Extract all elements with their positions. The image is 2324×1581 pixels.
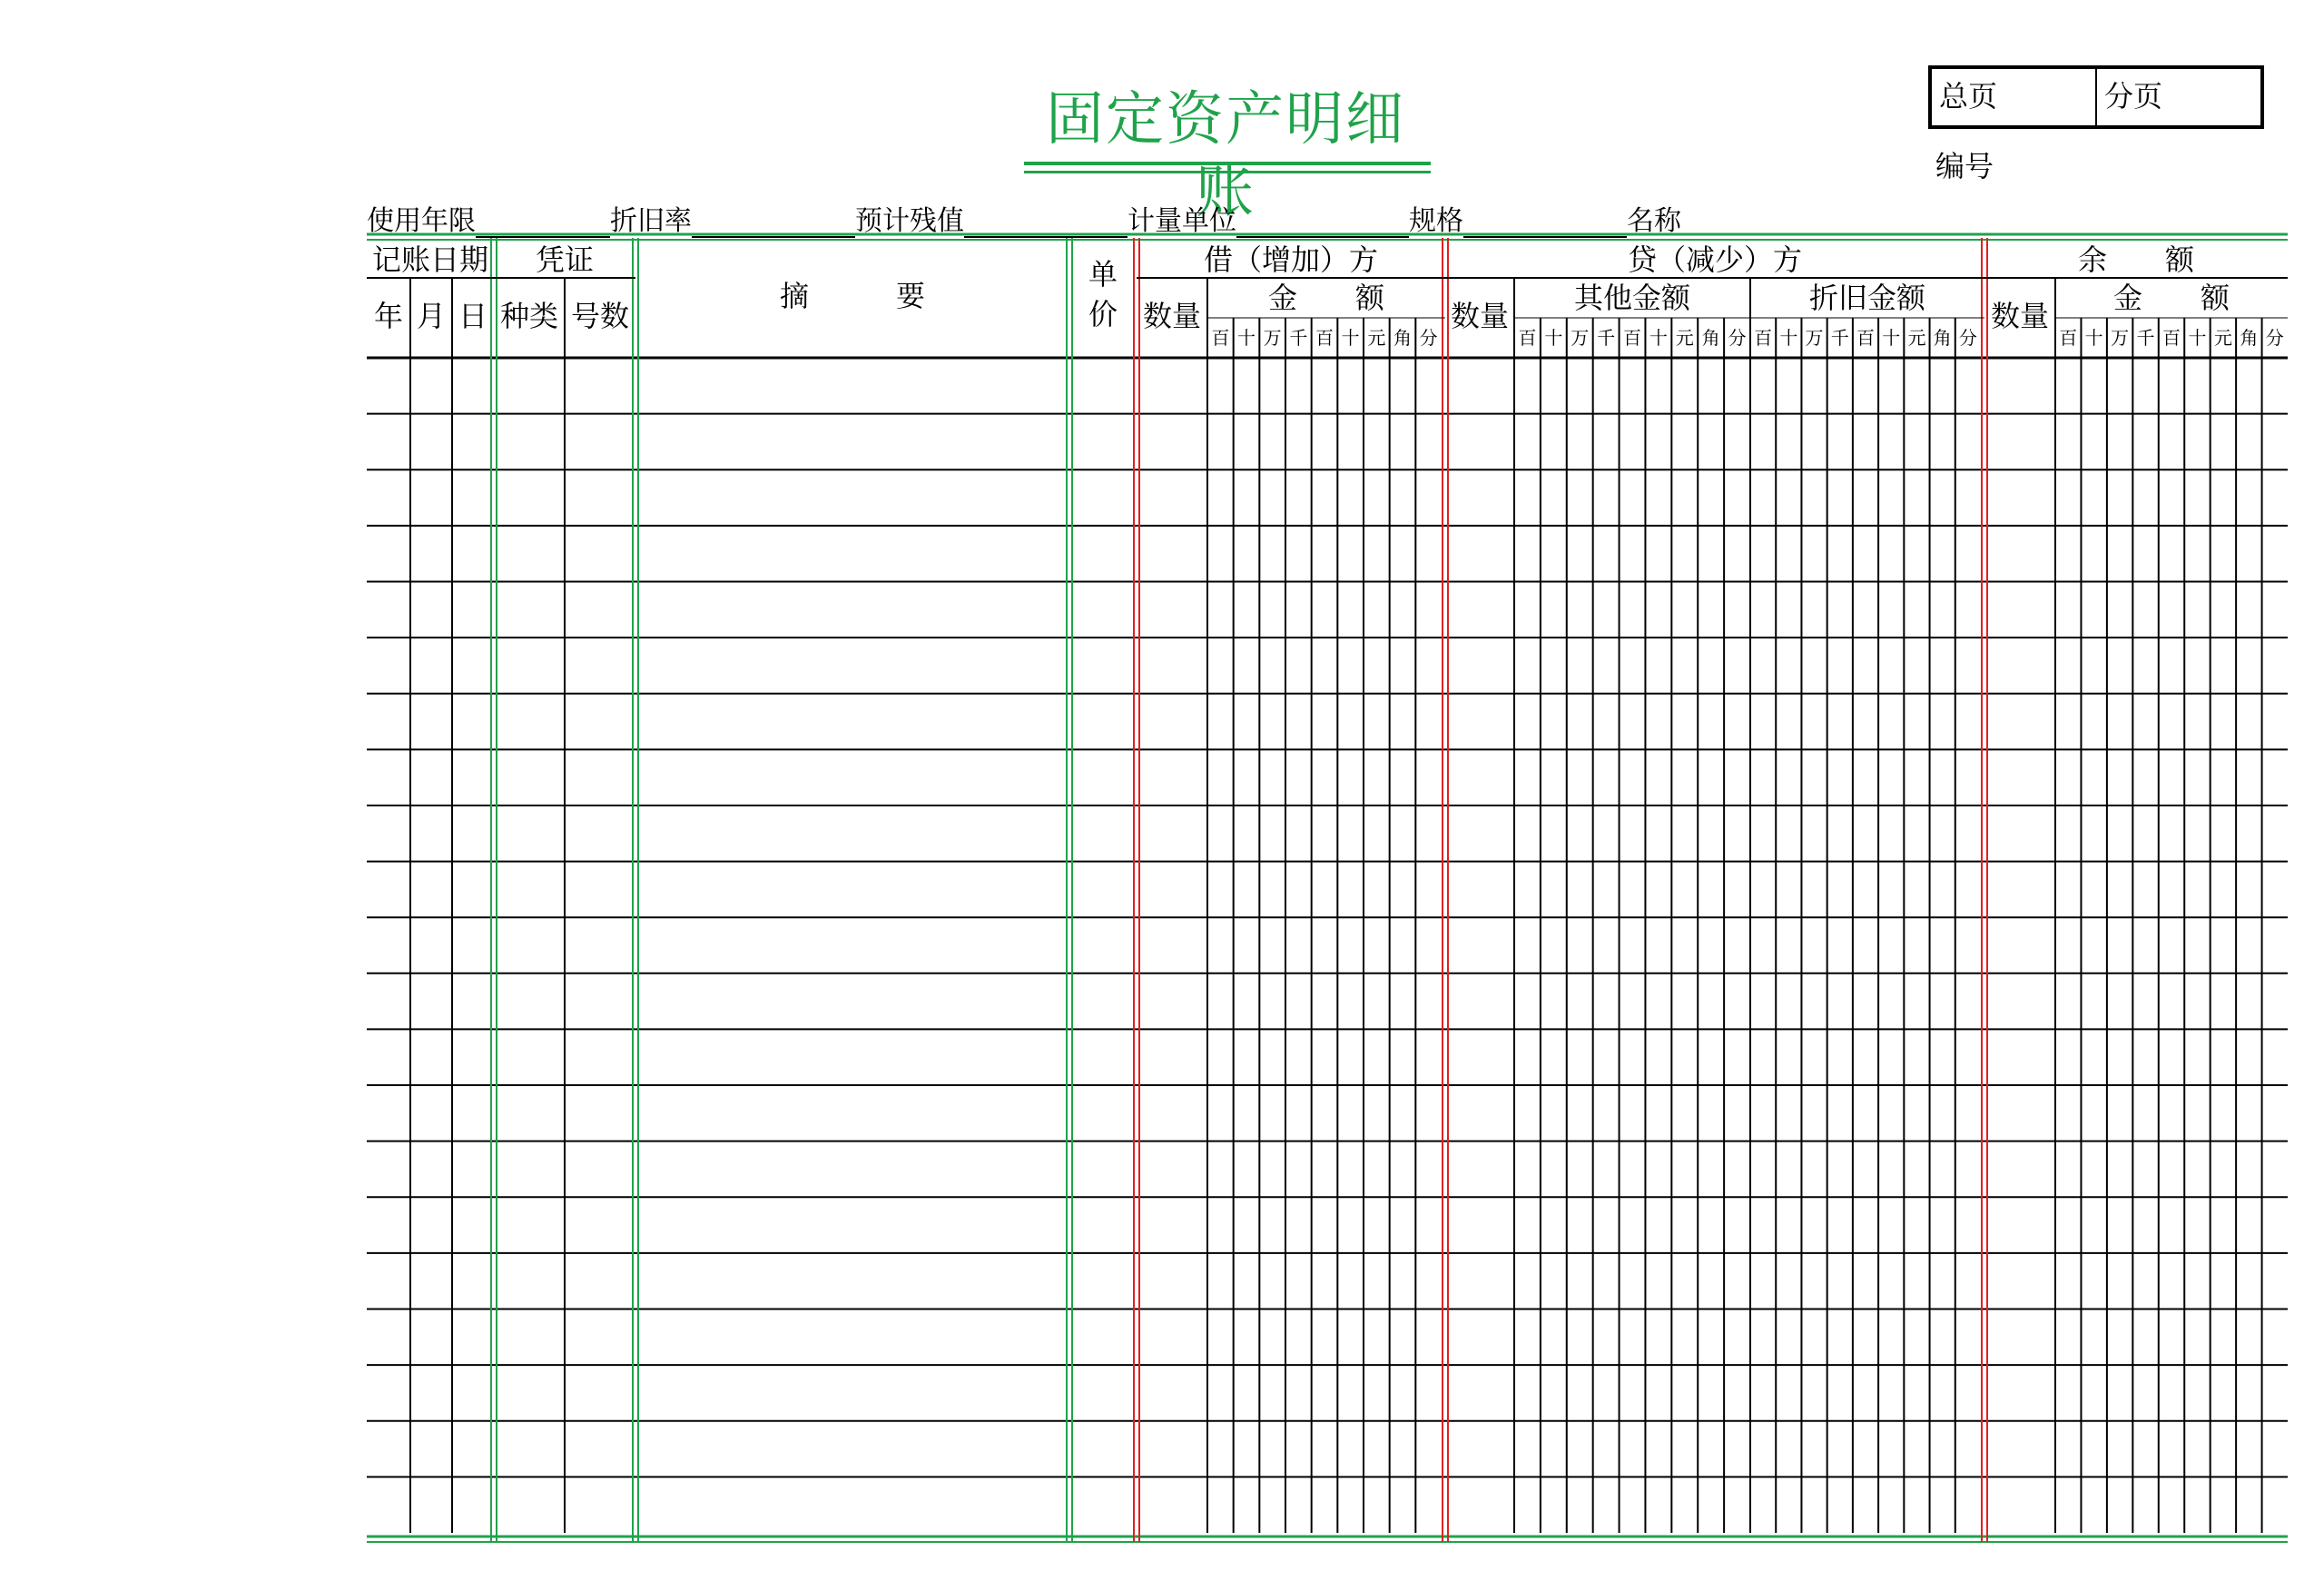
balance-header: 余 额 (2077, 242, 2194, 277)
digit-unit-label: 元 (1907, 327, 1926, 349)
digit-unit-label: 十 (1544, 327, 1563, 349)
digit-unit-label: 元 (1675, 327, 1694, 349)
balance-qty-header: 数量 (1990, 299, 2049, 333)
day-header: 日 (458, 299, 487, 333)
date-group-header: 记账日期 (371, 242, 488, 277)
number-label: 编号 (1935, 149, 1994, 183)
digit-unit-label: 千 (2136, 327, 2155, 349)
digit-unit-label: 百 (1622, 327, 1641, 349)
digit-unit-label: 十 (1341, 327, 1360, 349)
debit-header: 借（增加）方 (1203, 242, 1378, 277)
digit-unit-label: 角 (1701, 327, 1720, 349)
meta-label: 计量单位 (1128, 205, 1236, 237)
meta-label: 使用年限 (367, 205, 476, 237)
summary-header: 摘 要 (779, 279, 925, 313)
unit-price-header: 单价 (1088, 257, 1118, 331)
digit-unit-label: 分 (1419, 327, 1438, 349)
credit-qty-header: 数量 (1450, 299, 1509, 333)
meta-label: 预计残值 (855, 205, 964, 237)
debit-amount-header: 金 额 (1267, 281, 1384, 315)
meta-label: 名称 (1627, 205, 1681, 237)
balance-amount-header: 金 额 (2112, 281, 2230, 315)
digit-unit-label: 万 (1805, 327, 1824, 349)
digit-unit-label: 元 (1367, 327, 1386, 349)
digit-unit-label: 千 (1597, 327, 1616, 349)
digit-unit-label: 千 (1289, 327, 1308, 349)
digit-unit-label: 十 (1649, 327, 1668, 349)
ledger-title: 固定资产明细账 (1046, 86, 1405, 226)
digit-unit-label: 角 (1393, 327, 1412, 349)
digit-unit-label: 百 (1856, 327, 1875, 349)
digit-unit-label: 角 (2240, 327, 2259, 349)
digit-unit-label: 百 (1754, 327, 1773, 349)
voucher-no-header: 号数 (570, 299, 629, 333)
digit-unit-label: 百 (1315, 327, 1334, 349)
digit-unit-label: 百 (2162, 327, 2181, 349)
credit-header: 贷（减少）方 (1627, 242, 1802, 277)
total-page-label: 总页 (1939, 79, 1998, 114)
digit-unit-label: 角 (1933, 327, 1952, 349)
digit-unit-label: 万 (1571, 327, 1590, 349)
digit-unit-label: 元 (2213, 327, 2232, 349)
digit-unit-label: 分 (1728, 327, 1747, 349)
digit-unit-label: 十 (1236, 327, 1256, 349)
digit-unit-label: 万 (1263, 327, 1282, 349)
digit-unit-label: 万 (2111, 327, 2130, 349)
digit-unit-label: 十 (1779, 327, 1798, 349)
digit-unit-label: 分 (1958, 327, 1977, 349)
debit-qty-header: 数量 (1142, 299, 1201, 333)
year-header: 年 (373, 299, 403, 333)
voucher-group-header: 凭证 (535, 242, 594, 277)
voucher-type-header: 种类 (499, 299, 558, 333)
meta-label: 规格 (1409, 205, 1463, 237)
digit-unit-label: 十 (2084, 327, 2103, 349)
month-header: 月 (416, 299, 446, 333)
digit-unit-label: 千 (1830, 327, 1849, 349)
digit-unit-label: 十 (2188, 327, 2207, 349)
digit-unit-label: 分 (2265, 327, 2284, 349)
digit-unit-label: 百 (1518, 327, 1537, 349)
depreciation-amount-header: 折旧金额 (1808, 281, 1925, 315)
other-amount-header: 其他金额 (1573, 281, 1690, 315)
digit-unit-label: 十 (1882, 327, 1901, 349)
digit-unit-label: 百 (2059, 327, 2078, 349)
meta-label: 折旧率 (610, 205, 692, 237)
sub-page-label: 分页 (2095, 69, 2260, 125)
digit-unit-label: 百 (1211, 327, 1230, 349)
